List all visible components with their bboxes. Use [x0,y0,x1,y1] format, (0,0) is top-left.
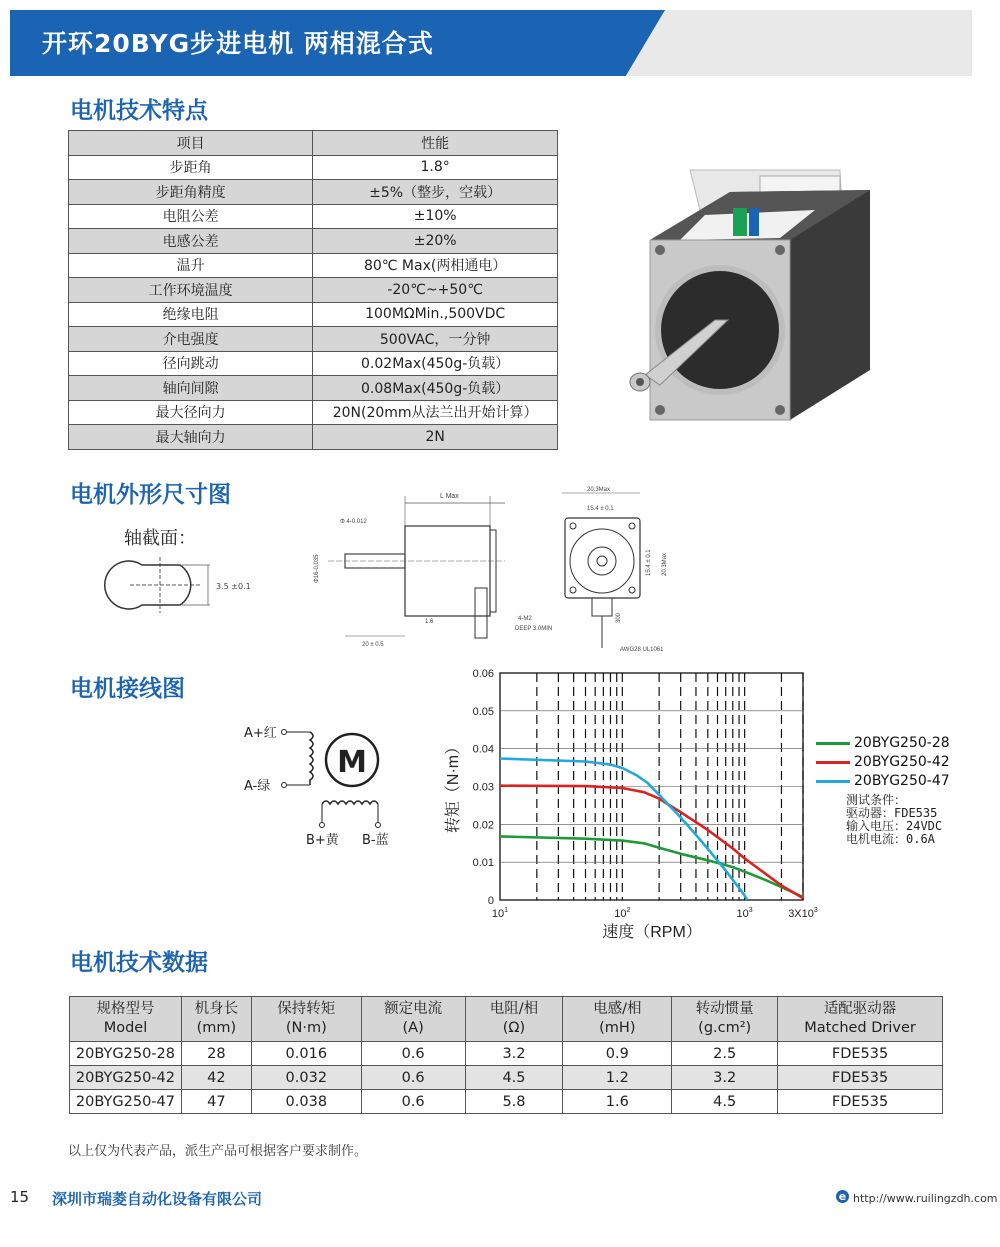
data-table-header [778,997,943,1042]
legend-swatch-red [816,761,850,764]
dim-16-label: 1.6 [425,619,434,625]
data-table-cell: 4.5 [672,1090,778,1114]
data-table-header [563,997,672,1042]
spec-value-cell: ±5%（整步，空载） [313,180,558,205]
y-tick-label: 0.04 [472,743,494,756]
test-conditions: 测试条件： 驱动器：FDE535 输入电压：24VDC 电机电流：0.6A [846,793,943,846]
spec-table-header [69,131,558,156]
data-table-header [672,997,778,1042]
spec-item-cell: 轴向间隙 [69,376,313,401]
data-table-row [70,1042,943,1066]
wire-b-plus-label: B+黄 [306,833,339,848]
spec-table-row [69,204,558,229]
dim-20max-top-label: 20.3Max [587,487,611,493]
y-tick-label: 0.06 [472,668,494,680]
lead-length-label: 300 [616,612,622,623]
spec-value-cell: 20N(20mm从法兰出开始计算） [313,400,558,425]
spec-table-row [69,155,558,180]
company-name: 深圳市瑞菱自动化设备有限公司 [52,1190,263,1208]
phi4-label: Φ 4-0.012 [340,519,367,525]
wire-b-minus-label: B-蓝 [362,833,389,848]
spec-value-cell: 0.02Max(450g-负载） [313,351,558,376]
legend-label: 20BYG250-42 [854,754,950,770]
spec-item-cell: 工作环境温度 [69,278,313,303]
wire-label: AWG28 UL1061 [620,647,664,653]
spec-table-row [69,229,558,254]
spec-table [68,130,558,450]
data-table-header [181,997,251,1042]
spec-value-cell: ±20% [313,229,558,254]
wire-a-minus-label: A-绿 [244,779,271,794]
header-cn: 转动惯量 [695,1001,754,1017]
data-table-cell: 20BYG250-28 [70,1042,182,1066]
header-unit: Matched Driver [804,1020,916,1036]
spec-item-cell: 径向跳动 [69,351,313,376]
website-link[interactable]: http://www.ruilingzdh.com [853,1192,998,1205]
spec-item-cell: 项目 [69,131,313,156]
x-tick-label: $10^3$ [736,907,753,920]
spec-table-row [69,327,558,352]
motor-letter: M [337,745,367,780]
spec-table-row [69,253,558,278]
spec-table-row [69,400,558,425]
header-cn: 电阻/相 [489,1001,539,1017]
header-cn: 机身长 [194,1001,239,1017]
legend-item [816,734,950,753]
spec-value-cell: ±10% [313,204,558,229]
data-table-cell: 0.016 [251,1042,361,1066]
phi16-label: Φ16-0.035 [314,554,320,583]
dim-20-label: 20 ± 0.5 [362,642,384,648]
depth-label: DEEP 3.0MIN [515,626,553,632]
data-table-header [251,997,361,1042]
spec-item-cell: 步距角 [69,155,313,180]
logo-mark-icon [733,208,747,236]
data-table-cell: 0.6 [361,1090,465,1114]
spec-value-cell: 0.08Max(450g-负载） [313,376,558,401]
header-unit: (g.cm²) [698,1020,752,1036]
spec-value-cell: 性能 [313,131,558,156]
spec-table-row [69,302,558,327]
x-tick-label: $3X10^3$ [788,907,818,920]
x-axis-label: 速度（RPM） [602,924,702,941]
spec-table-row [69,351,558,376]
section-title-dimensions: 电机外形尺寸图 [70,482,231,508]
data-table [69,996,943,1114]
spec-table-row [69,278,558,303]
spec-item-cell: 步距角精度 [69,180,313,205]
header-unit: Model [103,1020,148,1036]
y-tick-label: 0 [487,895,494,907]
section-title-features: 电机技术特点 [70,98,208,124]
data-table-cell: FDE535 [778,1066,943,1090]
section-title-wiring: 电机接线图 [70,676,185,702]
spec-value-cell: 80℃ Max(两相通电） [313,253,558,278]
header-cn: 规格型号 [96,1001,155,1017]
wiring-diagram [240,716,420,856]
legend-label: 20BYG250-28 [854,735,950,751]
data-table-cell: 47 [181,1090,251,1114]
y-tick-label: 0.03 [472,781,494,794]
data-table-cell: 3.2 [672,1066,778,1090]
header-unit: (A) [402,1020,424,1036]
header-cn: 保持转矩 [277,1001,336,1017]
dim-20max-side-label: 20.3Max [662,552,668,576]
data-table-cell: 28 [181,1042,251,1066]
wire-a-plus-label: A+红 [244,726,277,741]
y-tick-label: 0.01 [472,857,494,870]
dim-154-label: 15.4 ± 0.1 [587,506,614,512]
data-table-header [70,997,182,1042]
data-table-cell: 1.6 [563,1090,672,1114]
legend-swatch-blue [816,780,850,783]
data-table-row [70,1066,943,1090]
data-table-cell: 1.2 [563,1066,672,1090]
page-number: 15 [10,1188,30,1206]
spec-item-cell: 电感公差 [69,229,313,254]
data-table-header [361,997,465,1042]
header-unit: (Ω) [502,1020,526,1036]
legend-item [816,772,950,791]
spec-item-cell: 介电强度 [69,327,313,352]
spec-value-cell: 2N [313,425,558,450]
data-table-cell: 0.6 [361,1042,465,1066]
spec-value-cell: 1.8° [313,155,558,180]
y-tick-label: 0.05 [472,705,494,718]
spec-table-row [69,180,558,205]
outline-drawing [300,488,720,658]
spec-item-cell: 绝缘电阻 [69,302,313,327]
spec-value-cell: 100MΩMin.,500VDC [313,302,558,327]
screw-label: 4-M2 [518,616,532,622]
shaft-section-drawing [120,555,270,615]
spec-table-row [69,376,558,401]
shaft-section-label: 轴截面： [124,528,196,549]
shaft-dim-label: 3.5 ±0.1 [216,582,251,591]
data-table-cell: 20BYG250-47 [70,1090,182,1114]
chart-legend [816,734,950,791]
x-tick-label: $10^1$ [491,907,509,920]
data-table-cell: 3.2 [465,1042,563,1066]
header-cn: 电感/相 [593,1001,642,1017]
spec-item-cell: 最大径向力 [69,400,313,425]
data-table-cell: 0.032 [251,1066,361,1090]
browser-icon: e [836,1190,849,1203]
data-table-cell: FDE535 [778,1042,943,1066]
legend-swatch-green [816,742,850,745]
data-table-cell: 2.5 [672,1042,778,1066]
spec-item-cell: 温升 [69,253,313,278]
data-table-cell: 20BYG250-42 [70,1066,182,1090]
torque-speed-chart [440,662,818,947]
data-table-cell: 0.9 [563,1042,672,1066]
header-unit: (mm) [196,1020,237,1036]
spec-item-cell: 电阻公差 [69,204,313,229]
data-table-cell: FDE535 [778,1090,943,1114]
header-cn: 适配驱动器 [823,1001,897,1017]
y-tick-label: 0.02 [472,819,494,832]
spec-table-row [69,425,558,450]
legend-item [816,753,950,772]
y-axis-label: 转矩（N·m） [445,738,462,834]
data-table-header [465,997,563,1042]
footnote: 以上仅为代表产品，派生产品可根据客户要求制作。 [68,1144,368,1159]
dim-154-side-label: 15.4 ± 0.1 [646,549,652,576]
l-max-label: L Max [440,493,459,500]
legend-label: 20BYG250-47 [854,773,950,789]
data-table-cell: 42 [181,1066,251,1090]
spec-item-cell: 最大轴向力 [69,425,313,450]
motor-photo [620,170,900,450]
page-title: 开环20BYG步进电机 两相混合式 [42,29,434,58]
header-unit: (mH) [599,1020,636,1036]
data-table-cell: 5.8 [465,1090,563,1114]
section-title-data: 电机技术数据 [70,950,208,976]
spec-value-cell: 500VAC，一分钟 [313,327,558,352]
data-table-row [70,1090,943,1114]
x-tick-label: $10^2$ [614,907,631,920]
data-table-cell: 4.5 [465,1066,563,1090]
data-table-cell: 0.038 [251,1090,361,1114]
header-unit: (N·m) [285,1020,327,1036]
header-cn: 额定电流 [384,1001,443,1017]
spec-value-cell: -20℃~+50℃ [313,278,558,303]
data-table-cell: 0.6 [361,1066,465,1090]
